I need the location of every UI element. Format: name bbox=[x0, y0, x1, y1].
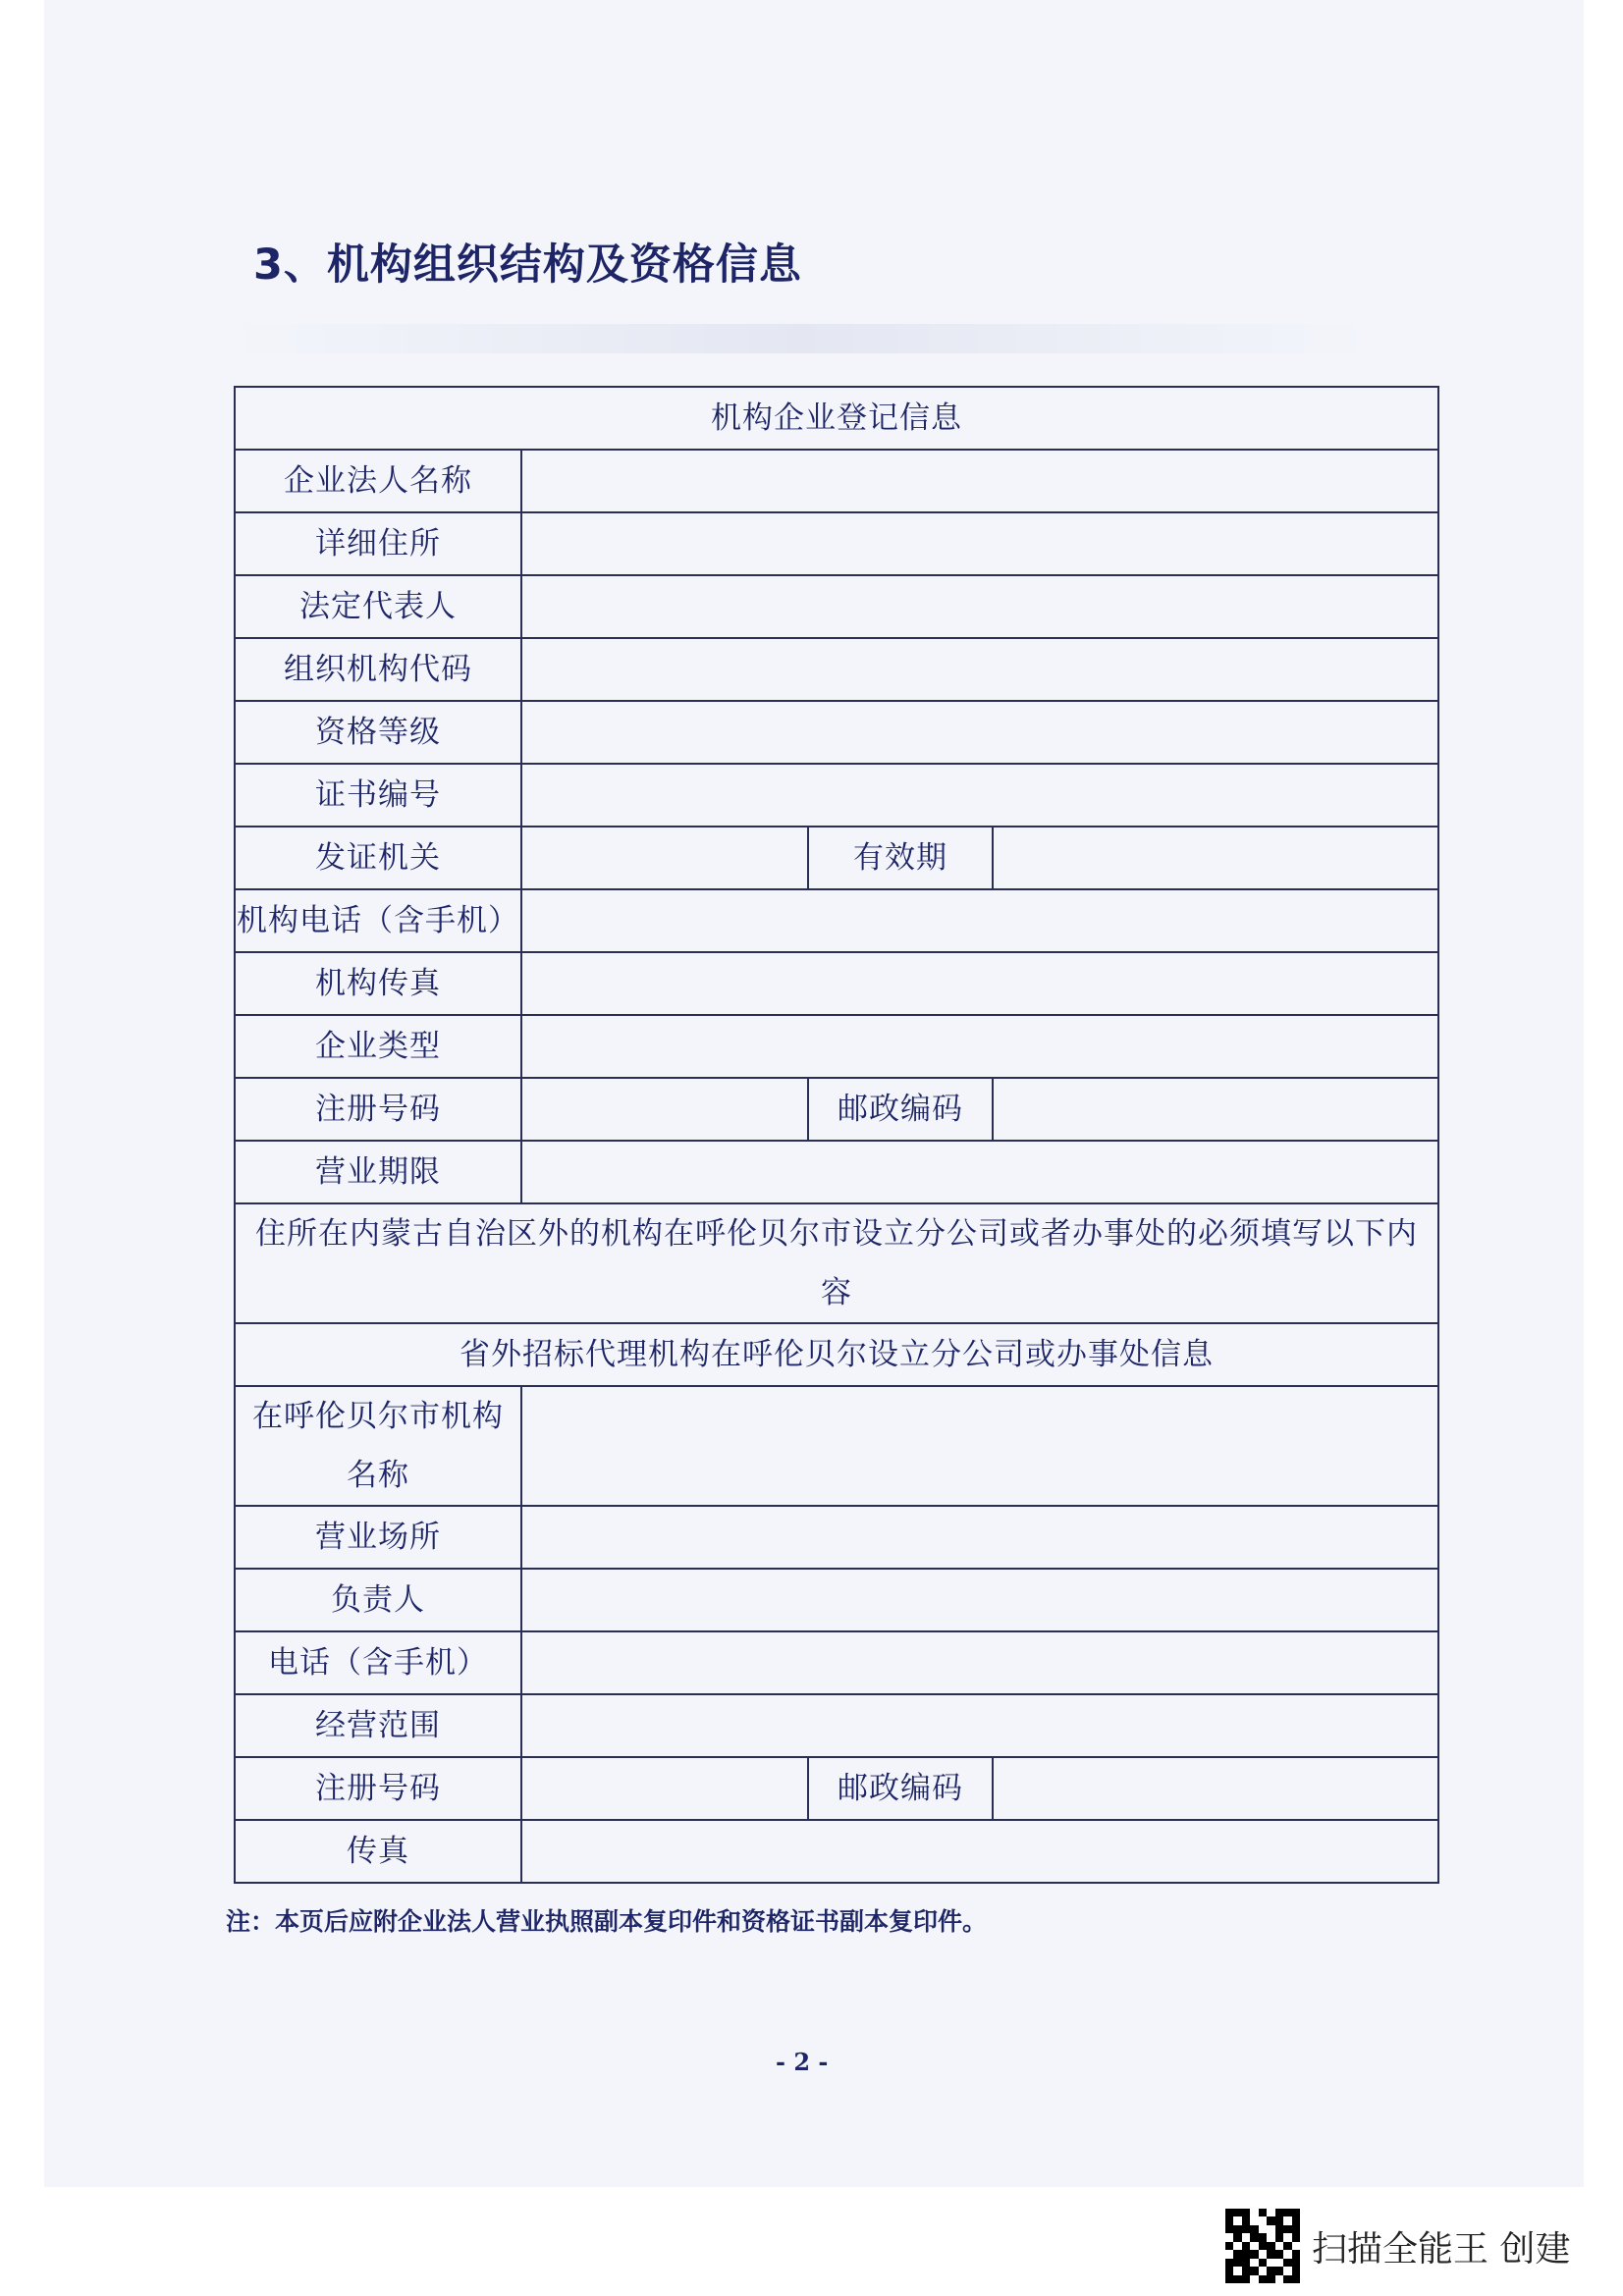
branch-fax-label: 传真 bbox=[235, 1820, 521, 1883]
phone-label: 机构电话（含手机） bbox=[235, 889, 521, 952]
page-number: - 2 - bbox=[776, 2048, 829, 2076]
manager-label: 负责人 bbox=[235, 1569, 521, 1631]
branch-header: 省外招标代理机构在呼伦贝尔设立分公司或办事处信息 bbox=[235, 1323, 1438, 1386]
org-code-label: 组织机构代码 bbox=[235, 638, 521, 701]
table-row bbox=[235, 1323, 1438, 1386]
legal-rep-field[interactable] bbox=[521, 575, 1438, 638]
table-row bbox=[235, 1203, 1438, 1323]
registration-form-table bbox=[234, 386, 1439, 1884]
attachment-note: 注：本页后应附企业法人营业执照副本复印件和资格证书副本复印件。 bbox=[226, 1907, 988, 1936]
bleed-through-band bbox=[231, 324, 1370, 353]
validity-field[interactable] bbox=[993, 827, 1438, 889]
postal-code-field[interactable] bbox=[993, 1078, 1438, 1141]
table-row bbox=[235, 701, 1438, 764]
branch-postal-code-field[interactable] bbox=[993, 1757, 1438, 1820]
postal-code-label: 邮政编码 bbox=[808, 1078, 993, 1141]
legal-name-label: 企业法人名称 bbox=[235, 450, 521, 512]
qualification-label: 资格等级 bbox=[235, 701, 521, 764]
business-term-field[interactable] bbox=[521, 1141, 1438, 1203]
fax-label: 机构传真 bbox=[235, 952, 521, 1015]
table-row bbox=[235, 387, 1438, 450]
validity-label: 有效期 bbox=[808, 827, 993, 889]
branch-postal-code-label: 邮政编码 bbox=[808, 1757, 993, 1820]
table-row bbox=[235, 1141, 1438, 1203]
table-row bbox=[235, 764, 1438, 827]
branch-fax-field[interactable] bbox=[521, 1820, 1438, 1883]
fax-field[interactable] bbox=[521, 952, 1438, 1015]
certificate-no-field[interactable] bbox=[521, 764, 1438, 827]
table-row bbox=[235, 1078, 1438, 1141]
table-row bbox=[235, 1757, 1438, 1820]
table-row bbox=[235, 1015, 1438, 1078]
section-title: 3、机构组织结构及资格信息 bbox=[253, 240, 802, 290]
phone-field[interactable] bbox=[521, 889, 1438, 952]
table-header: 机构企业登记信息 bbox=[235, 387, 1438, 450]
table-row bbox=[235, 1694, 1438, 1757]
scope-field[interactable] bbox=[521, 1694, 1438, 1757]
enterprise-type-label: 企业类型 bbox=[235, 1015, 521, 1078]
enterprise-type-field[interactable] bbox=[521, 1015, 1438, 1078]
table-row bbox=[235, 1506, 1438, 1569]
legal-rep-label: 法定代表人 bbox=[235, 575, 521, 638]
table-row bbox=[235, 575, 1438, 638]
table-row bbox=[235, 1820, 1438, 1883]
qualification-field[interactable] bbox=[521, 701, 1438, 764]
branch-reg-no-label: 注册号码 bbox=[235, 1757, 521, 1820]
reg-no-field[interactable] bbox=[521, 1078, 808, 1141]
table-row bbox=[235, 1631, 1438, 1694]
branch-phone-label: 电话（含手机） bbox=[235, 1631, 521, 1694]
table-row bbox=[235, 512, 1438, 575]
table-row bbox=[235, 952, 1438, 1015]
scanner-watermark bbox=[1225, 2207, 1570, 2285]
table-row bbox=[235, 1569, 1438, 1631]
premises-field[interactable] bbox=[521, 1506, 1438, 1569]
address-field[interactable] bbox=[521, 512, 1438, 575]
certificate-no-label: 证书编号 bbox=[235, 764, 521, 827]
address-label: 详细住所 bbox=[235, 512, 521, 575]
scanner-credit: 扫描全能王 创建 bbox=[1312, 2228, 1571, 2269]
branch-name-label: 在呼伦贝尔市机构名称 bbox=[235, 1386, 521, 1506]
org-code-field[interactable] bbox=[521, 638, 1438, 701]
table-row bbox=[235, 450, 1438, 512]
business-term-label: 营业期限 bbox=[235, 1141, 521, 1203]
legal-name-field[interactable] bbox=[521, 450, 1438, 512]
qr-code-icon bbox=[1225, 2209, 1300, 2283]
manager-field[interactable] bbox=[521, 1569, 1438, 1631]
table-row bbox=[235, 1386, 1438, 1506]
branch-reg-no-field[interactable] bbox=[521, 1757, 808, 1820]
table-row bbox=[235, 827, 1438, 889]
table-row bbox=[235, 638, 1438, 701]
premises-label: 营业场所 bbox=[235, 1506, 521, 1569]
branch-name-field[interactable] bbox=[521, 1386, 1438, 1506]
issuer-field[interactable] bbox=[521, 827, 808, 889]
branch-phone-field[interactable] bbox=[521, 1631, 1438, 1694]
reg-no-label: 注册号码 bbox=[235, 1078, 521, 1141]
notice-text: 住所在内蒙古自治区外的机构在呼伦贝尔市设立分公司或者办事处的必须填写以下内容 bbox=[235, 1203, 1438, 1323]
table-row bbox=[235, 889, 1438, 952]
issuer-label: 发证机关 bbox=[235, 827, 521, 889]
scope-label: 经营范围 bbox=[235, 1694, 521, 1757]
